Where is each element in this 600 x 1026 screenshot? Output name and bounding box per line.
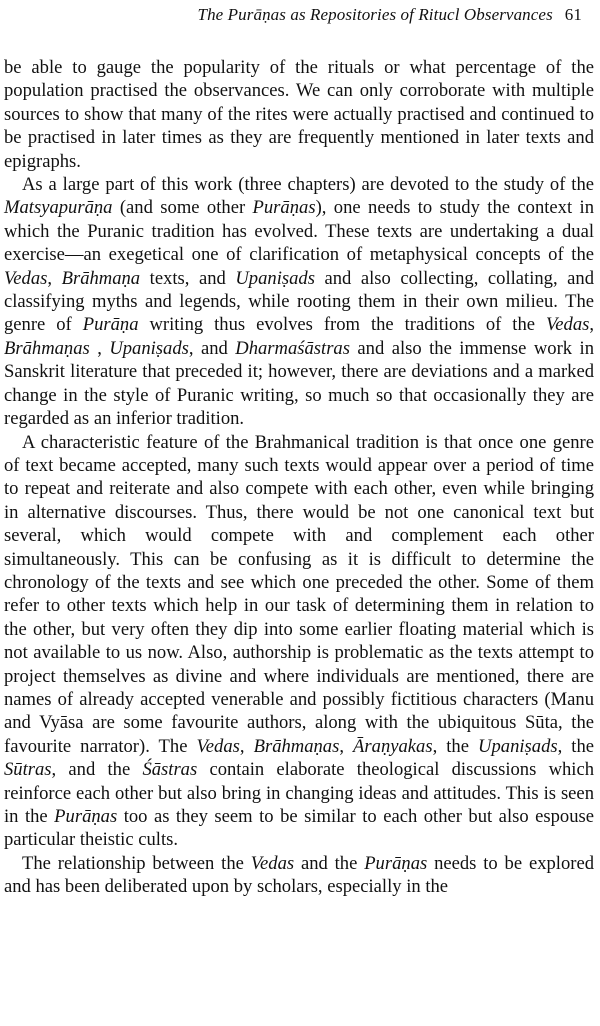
text-run: , [589, 314, 595, 336]
italic-term: Purāṇas [364, 852, 428, 874]
italic-term: Upaniṣads [478, 735, 558, 757]
text-run: , the [432, 735, 479, 757]
text-run: , the [557, 735, 595, 757]
italic-term: Āraṇyakas [353, 735, 433, 757]
italic-term: Purāṇas [252, 197, 316, 219]
italic-term: Śāstras [142, 759, 198, 781]
running-header [4, 0, 594, 30]
italic-term: Purāṇas [54, 806, 118, 827]
italic-term: Upaniṣads [109, 337, 189, 359]
italic-term: Dharmaśāstras [235, 337, 350, 359]
body-text [4, 56, 594, 899]
italic-term: Matsyapurāṇa [4, 197, 113, 219]
italic-term: Brāhmaṇa [61, 267, 141, 289]
text-run: , [47, 267, 62, 289]
paragraph [4, 173, 594, 430]
italic-term: Brāhmaṇas [4, 337, 90, 359]
text-run: too as they seem to be similar to each other but also espouse particular theistic cults. [4, 806, 594, 851]
text-run: and the [294, 852, 365, 874]
text-run: , [239, 735, 254, 757]
italic-term: Vedas [196, 735, 240, 757]
text-run: needs to be explored and has been deliberated upon by scholars, especially in the [4, 852, 594, 898]
text-run: , and [188, 337, 236, 359]
text-run: , and the [51, 759, 143, 781]
text-run: contain elaborate theological discussions which reinforce each other but also bring in changing ideas and attitudes. This is seen in the [4, 759, 595, 827]
paragraph [4, 56, 594, 173]
italic-term: Sūtras [4, 759, 52, 781]
text-run: and also the immense work in Sanskrit literature that preceded it; however, there are deviations and a marked change in the style of Puranic writing, so much so that occasionally they are regarded as an inferior tradition. [4, 337, 594, 430]
text-run: ), one needs to study the context in which the Puranic tradition has evolved. These texts are undertaking a dual exercise—an exegetical one of clarification of metaphysical concepts of the [4, 197, 594, 266]
text-run: (and some other [112, 197, 253, 219]
running-title: The Purāṇas as Repositories of Ritucl Observances [197, 5, 553, 24]
text-run: As a large part of this work (three chapters) are devoted to the study of the [22, 174, 594, 196]
text-run: A characteristic feature of the Brahmanical tradition is that once one genre of text became accepted, many such texts would appear over a period of time to repeat and reiterate and also compete with each other, even while bringing in alternative discourses. Thus, there would be not one canonical text but several, which would compete with and complement each other simultaneously. This can be confusing as it is difficult to determine the chronology of the texts and see which one preceded the other. Some of them refer to other texts which help in our task of determining them in relation to the other, but very often they dip into some earlier floating material which is not available to us now. Also, authorship is problematic as the texts attempt to project themselves as divine and where individuals are mentioned, there are names of already accepted venerable and possibly fictitious characters (Manu and Vyāsa are some favourite authors, along with the ubiquitous Sūta, the favourite narrator). The [4, 431, 594, 757]
text-run: , [339, 735, 354, 757]
italic-term: Vedas [250, 852, 295, 874]
text-run: , [89, 337, 110, 359]
italic-term: Vedas [4, 267, 48, 289]
text-run: be able to gauge the popularity of the rituals or what percentage of the population practised the observances. We can only corroborate with multiple sources to show that many of the rites were actually practised and continued to be practised in later times as they are frequently mentioned in later texts and epigraphs. [4, 57, 594, 172]
paragraph [4, 852, 594, 899]
italic-term: Purāṇa [82, 314, 139, 336]
text-run: texts, and [140, 267, 236, 289]
text-run: writing thus evolves from the traditions of the [138, 314, 546, 336]
italic-term: Brāhmaṇas [253, 735, 340, 757]
italic-term: Upaniṣads [235, 267, 315, 289]
text-run: and also collecting, collating, and classifying myths and legends, while rooting them in their own milieu. The genre of [4, 267, 594, 336]
italic-term: Vedas [545, 314, 590, 336]
text-run: The relationship between the [22, 852, 251, 874]
paragraph [4, 431, 594, 852]
page-number: 61 [564, 5, 582, 24]
